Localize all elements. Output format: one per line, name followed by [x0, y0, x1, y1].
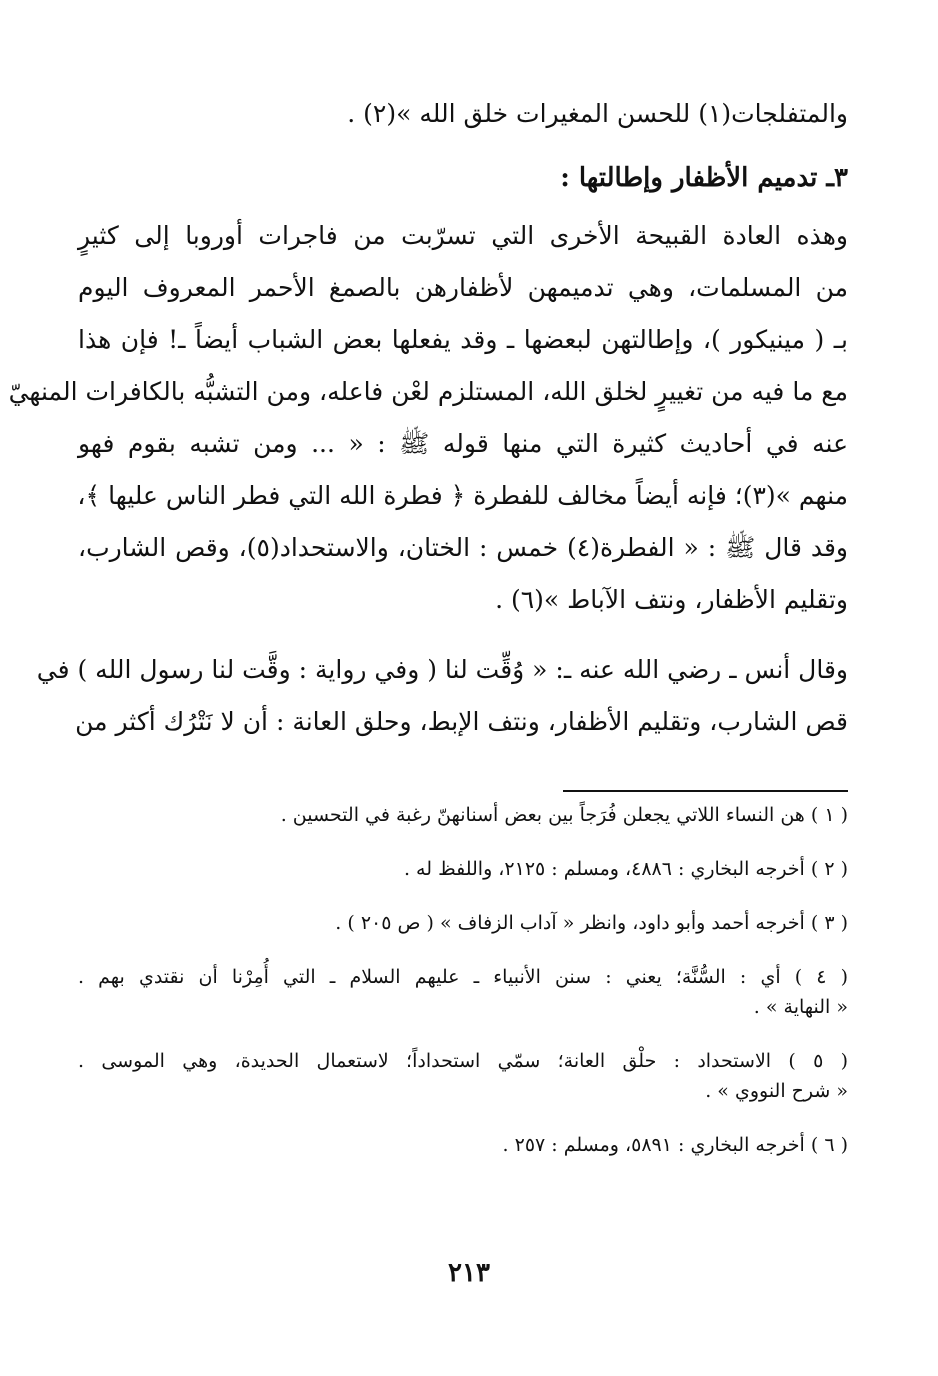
footnote-line: ( ١ ) هن النساء اللاتي يجعلن فُرَجاً بين بعض أسنانهنّ رغبة في التحسين .	[280, 804, 848, 826]
paragraph-line: وهذه العادة القبيحة الأخرى التي تسرّبت من فاجرات أوروبا إلى كثيرٍ	[78, 221, 848, 250]
page-number: ٢١٣	[448, 1258, 490, 1288]
footnote-line: ( ٣ ) أخرجه أحمد وأبو داود، وانظر « آداب الزفاف » ( ص ٢٠٥ ) .	[335, 912, 848, 934]
footnote-6	[78, 1130, 848, 1160]
paragraph-line: من المسلمات، وهي تدميمهن لأظفارهن بالصمغ الأحمر المعروف اليوم	[78, 273, 848, 302]
paragraph-gap	[78, 626, 848, 644]
paragraph-line: بـ ( مينيكور )، وإطالتهن لبعضها ـ وقد يفعلها بعض الشباب أيضاً ـ! فإن هذا	[78, 325, 848, 354]
footnote-line: ( ٦ ) أخرجه البخاري : ٥٨٩١، ومسلم : ٢٥٧ .	[502, 1134, 848, 1156]
footnote-line: « النهاية » .	[753, 996, 848, 1018]
footnote-1	[78, 800, 848, 830]
paragraph-2	[36, 644, 848, 748]
footnote-line: ( ٥ ) الاستحداد : حلْق العانة؛ سمّي استحداداً؛ لاستعمال الحديدة، وهي الموسى .	[78, 1050, 848, 1072]
paragraph-line: منهم »(٣)؛ فإنه أيضاً مخالف للفطرة ﴿ فطرة الله التي فطر الناس عليها ﴾،	[77, 481, 848, 510]
page-body	[8, 88, 848, 1184]
footnotes	[78, 800, 848, 1160]
intro-line: والمتفلجات(١) للحسن المغيرات خلق الله »(٢) .	[347, 99, 848, 128]
footnote-3	[78, 908, 848, 938]
footnote-2	[78, 854, 848, 884]
paragraph-line: قص الشارب، وتقليم الأظفار، ونتف الإبط، وحلق العانة : أن لا نَتْرُك أكثر من	[75, 707, 848, 736]
paragraph-line: مع ما فيه من تغييرٍ لخلق الله، المستلزم لعْن فاعله، ومن التشبُّه بالكافرات المنهيّ	[8, 377, 848, 406]
paragraph-line: وتقليم الأظفار، ونتف الآباط »(٦) .	[495, 585, 848, 614]
footnote-4	[78, 962, 848, 1022]
footnote-divider	[563, 790, 848, 792]
footnote-line: ( ٤ ) أي : السُّنَّة؛ يعني : سنن الأنبياء ـ عليهم السلام ـ التي أُمِرْنا أن نقتدي بهم .	[78, 966, 848, 988]
paragraph-line: وقد قال ﷺ : « الفطرة(٤) خمس : الختان، والاستحداد(٥)، وقص الشارب،	[78, 533, 848, 562]
footnote-line: ( ٢ ) أخرجه البخاري : ٤٨٨٦، ومسلم : ٢١٢٥، واللفظ له .	[403, 858, 848, 880]
paragraph-line: وقال أنس ـ رضي الله عنه ـ: « وُقِّت لنا ( وفي رواية : وقَّت لنا رسول الله ) في	[36, 655, 848, 684]
section-heading: ٣ـ تدميم الأظفار وإطالتها :	[560, 163, 848, 193]
footnote-line: « شرح النووي » .	[705, 1080, 848, 1102]
paragraph-line: عنه في أحاديث كثيرة التي منها قوله ﷺ : « ... ومن تشبه بقوم فهو	[78, 429, 848, 458]
footnote-5	[78, 1046, 848, 1106]
paragraph-1	[8, 210, 848, 626]
